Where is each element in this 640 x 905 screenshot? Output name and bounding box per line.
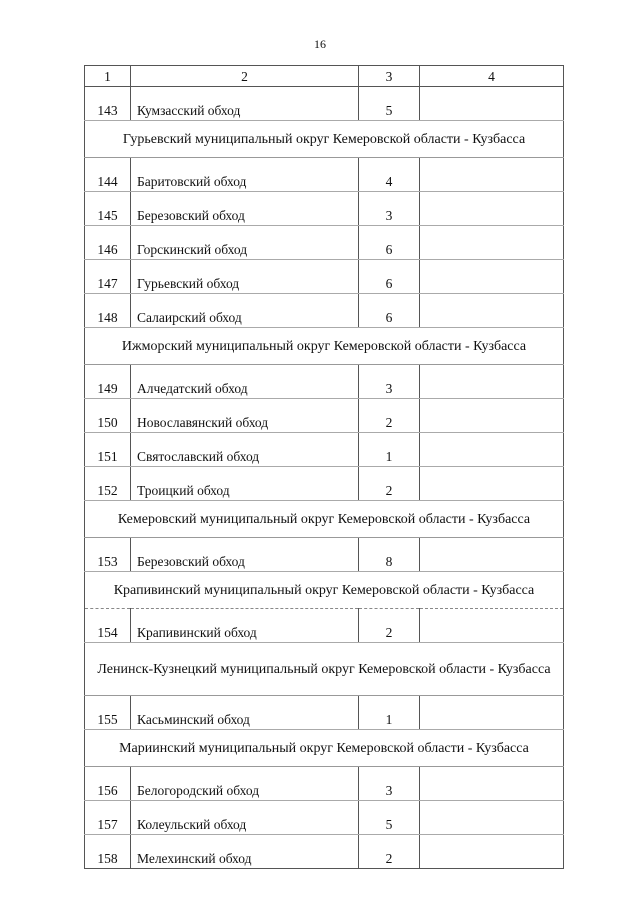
table-row <box>85 538 564 572</box>
row-name: Троицкий обход <box>131 467 359 501</box>
row-name: Святославский обход <box>131 433 359 467</box>
table-row <box>85 294 564 328</box>
row-value: 5 <box>359 87 420 121</box>
row-note <box>420 365 564 399</box>
row-name: Баритовский обход <box>131 158 359 192</box>
row-note <box>420 192 564 226</box>
table-row <box>85 399 564 433</box>
row-note <box>420 433 564 467</box>
row-name: Березовский обход <box>131 192 359 226</box>
header-col-2: 2 <box>131 66 359 87</box>
row-note <box>420 696 564 730</box>
page-number: 16 <box>314 37 326 51</box>
header-col-3: 3 <box>359 66 420 87</box>
row-note <box>420 835 564 869</box>
row-value: 5 <box>359 801 420 835</box>
section-row <box>85 643 564 696</box>
table-body <box>85 66 564 869</box>
section-row <box>85 501 564 538</box>
row-name: Кумзасский обход <box>131 87 359 121</box>
row-note <box>420 226 564 260</box>
row-value: 3 <box>359 192 420 226</box>
row-value: 2 <box>359 467 420 501</box>
table-row <box>85 835 564 869</box>
row-value: 4 <box>359 158 420 192</box>
table-row <box>85 87 564 121</box>
row-number: 158 <box>85 835 131 869</box>
row-note <box>420 294 564 328</box>
section-title: Мариинский муниципальный округ Кемеровской области - Кузбасса <box>85 730 564 767</box>
row-name: Крапивинский обход <box>131 609 359 643</box>
section-title: Крапивинский муниципальный округ Кемеровской области - Кузбасса <box>85 572 564 609</box>
table-row <box>85 433 564 467</box>
row-value: 1 <box>359 696 420 730</box>
row-name: Горскинский обход <box>131 226 359 260</box>
row-value: 8 <box>359 538 420 572</box>
row-number: 154 <box>85 609 131 643</box>
row-name: Новославянский обход <box>131 399 359 433</box>
row-number: 150 <box>85 399 131 433</box>
row-value: 2 <box>359 399 420 433</box>
table-row <box>85 158 564 192</box>
section-row <box>85 328 564 365</box>
section-title: Ижморский муниципальный округ Кемеровской области - Кузбасса <box>85 328 564 365</box>
row-note <box>420 87 564 121</box>
district-table <box>84 65 564 869</box>
section-title: Кемеровский муниципальный округ Кемеровской области - Кузбасса <box>85 501 564 538</box>
row-value: 1 <box>359 433 420 467</box>
row-value: 6 <box>359 294 420 328</box>
row-note <box>420 801 564 835</box>
row-note <box>420 609 564 643</box>
table-row <box>85 696 564 730</box>
row-note <box>420 538 564 572</box>
row-name: Березовский обход <box>131 538 359 572</box>
row-number: 146 <box>85 226 131 260</box>
row-name: Касьминский обход <box>131 696 359 730</box>
row-number: 157 <box>85 801 131 835</box>
table-row <box>85 365 564 399</box>
row-value: 6 <box>359 226 420 260</box>
section-row <box>85 572 564 609</box>
header-col-1: 1 <box>85 66 131 87</box>
row-number: 144 <box>85 158 131 192</box>
row-number: 149 <box>85 365 131 399</box>
row-number: 153 <box>85 538 131 572</box>
row-name: Мелехинский обход <box>131 835 359 869</box>
row-note <box>420 467 564 501</box>
row-number: 147 <box>85 260 131 294</box>
row-number: 152 <box>85 467 131 501</box>
row-value: 2 <box>359 609 420 643</box>
row-note <box>420 158 564 192</box>
section-row <box>85 121 564 158</box>
table-row <box>85 609 564 643</box>
row-value: 6 <box>359 260 420 294</box>
table-header-row <box>85 66 564 87</box>
row-value: 3 <box>359 767 420 801</box>
row-value: 2 <box>359 835 420 869</box>
row-note <box>420 767 564 801</box>
row-name: Колеульский обход <box>131 801 359 835</box>
row-name: Белогородский обход <box>131 767 359 801</box>
table-row <box>85 801 564 835</box>
row-value: 3 <box>359 365 420 399</box>
table-row <box>85 192 564 226</box>
table-row <box>85 226 564 260</box>
header-col-4: 4 <box>420 66 564 87</box>
table-row <box>85 767 564 801</box>
row-note <box>420 399 564 433</box>
row-note <box>420 260 564 294</box>
section-row <box>85 730 564 767</box>
table-row <box>85 467 564 501</box>
row-number: 145 <box>85 192 131 226</box>
row-name: Гурьевский обход <box>131 260 359 294</box>
row-name: Алчедатский обход <box>131 365 359 399</box>
section-title: Ленинск-Кузнецкий муниципальный округ Кемеровской области - Кузбасса <box>85 643 564 696</box>
row-number: 148 <box>85 294 131 328</box>
row-number: 143 <box>85 87 131 121</box>
section-title: Гурьевский муниципальный округ Кемеровской области - Кузбасса <box>85 121 564 158</box>
row-name: Салаирский обход <box>131 294 359 328</box>
row-number: 151 <box>85 433 131 467</box>
row-number: 156 <box>85 767 131 801</box>
row-number: 155 <box>85 696 131 730</box>
table-row <box>85 260 564 294</box>
